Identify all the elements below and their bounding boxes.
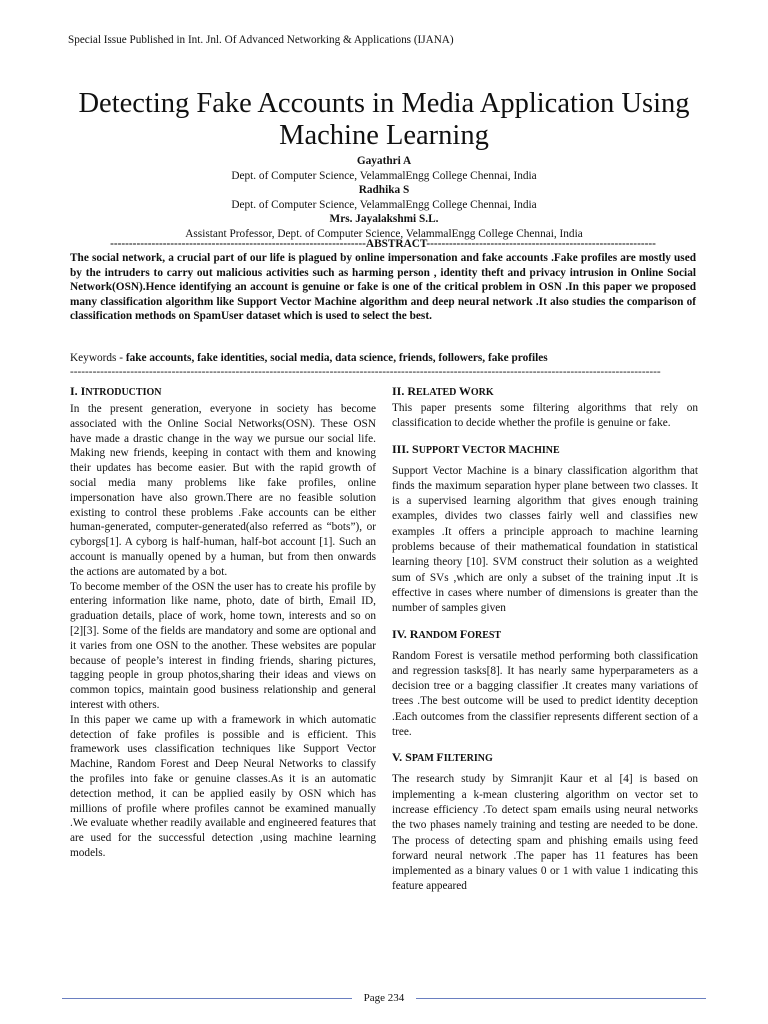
author-affiliation: Dept. of Computer Science, VelammalEngg College Chennai, India [231, 169, 537, 182]
abstract-heading-rule: --------------------------------------------------------------------ABSTRACT------------------------------------------------------------- [110, 238, 656, 250]
svm-paragraph: Support Vector Machine is a binary classification algorithm that finds the maximum separation hyper plane between two classes. It is a supervised learning algorithm that gives enough training examples, divides two classes fairly well and classifies new examples .It offers a principle approach to machine learning problems because of their mathematical foundation in statistical learning theory [10]. SVM construct their solution as a weighted sum of SVs ,which are only a subset of the training input .It is effective in cases where number of dimensions is greater than the number of samples given [392, 464, 698, 615]
author-affiliation: Dept. of Computer Science, VelammalEngg College Chennai, India [231, 198, 537, 211]
left-column [70, 384, 376, 861]
author-affiliation: Assistant Professor, Dept. of Computer Science, VelammalEngg College Chennai, India [185, 227, 583, 240]
random-forest-paragraph: Random Forest is versatile method performing both classification and regression tasks[8]. It has nearly same hyperparameters as a decision tree or a bagging classifier .It creates many variations of trees .The best outcome will be used to predict identity deception .Each outcomes from the classifier represents different section of a tree. [392, 649, 698, 739]
section-heading-introduction: I. INTRODUCTION [70, 384, 162, 398]
section-heading-related-work: II. RELATED WORK [392, 384, 494, 398]
section-separator: ------------------------------------------------------------------------------------------------------------------------------------------------------------- [70, 366, 661, 378]
spam-filtering-paragraph: The research study by Simranjit Kaur et al [4] is based on implementing a k-mean clustering algorithm on vector set to increase efficiency .To detect spam emails using neural networks the two phases namely training and testing are needed to be done. The process of detecting spam and phishing emails using feed forward neural network .The paper has 11 features has been implemented as a binary values 0 or 1 with value 1 indicating this feature appeared [392, 773, 698, 893]
abstract-text: The social network, a crucial part of our life is plagued by online impersonation and fake accounts .Fake profiles are mostly used by the intruders to carry out malicious activities such as harming person , identity theft and privacy intrusion in Online Social Network(OSN).Hence identifying an account is genuine or fake is one of the critical problem in OSN .In this paper we proposed many classification algorithm like Support Vector Machine algorithm and deep neural network .It also studies the comparison of classification methods on SpamUser dataset which is used to select the best. [70, 252, 696, 323]
paper-title: Detecting Fake Accounts in Media Application Using Machine Learning [78, 88, 690, 151]
author-name: Radhika S [358, 184, 410, 197]
author-name: Mrs. Jayalakshmi S.L. [329, 213, 439, 226]
section-heading-svm: III. SUPPORT VECTOR MACHINE [392, 441, 560, 456]
author-block [40, 154, 728, 242]
footer-rule-left [62, 998, 352, 999]
page-footer [62, 992, 706, 1006]
intro-paragraph: To become member of the OSN the user has to create his profile by entering information like name, photo, date of birth, Email ID, graduation details, place of work, home town, interests and so on [2][3]. Some of the fields are mandatory and some are optional and it varies from one OSN to the another. These websites are popular because of people’s interest in finding friends, sharing pictures, tagging people in group photos,sharing their ideas and views on common topics, maintain good business relationship and general interest with others. [70, 580, 376, 711]
intro-paragraph: In this paper we came up with a framework in which automatic detection of fake profiles is possible and is efficient. This framework uses classification techniques like Support Vector Machine, Random Forest and Deep Neural Networks to classify the profiles into fake or genuine classes.As it is an automatic detection method, it can be applied easily by OSN which has millions of profile where profiles cannot be examined manually .We evaluate whether readily available and engineered features that are used for the successful detection ,using machine learning models. [70, 713, 376, 859]
section-heading-spam-filtering: V. SPAM FILTERING [392, 750, 493, 765]
page-number: Page 234 [363, 992, 405, 1004]
right-column [392, 384, 698, 895]
intro-paragraph: In the present generation, everyone in society has become associated with the Online Social Networks(OSN). These OSN have made a drastic change in the way we pursue our social life. Making new friends, keeping in contact with them and knowing their updates has become easier. But with the rapid growth of social media many problems like fake profiles, online impersonation have also grown.There are no feasible solution existing to control these problems .Fake accounts can be either human-generated, computer-generated(also referred as “bots”), or cyborgs[1]. A cyborg is half-human, half-bot account [1]. Such an account is manually opened by a human, but from then onwards the actions are automated by a bot. [70, 403, 376, 578]
keywords-line [70, 352, 696, 364]
footer-rule-right [416, 998, 706, 999]
section-heading-random-forest: IV. RANDOM FOREST [392, 626, 502, 641]
keywords-values: fake accounts, fake identities, social media, data science, friends, followers, fake profiles [125, 352, 548, 364]
keywords-label: Keywords - [70, 352, 126, 364]
author-name: Gayathri A [356, 155, 412, 167]
related-work-paragraph: This paper presents some filtering algorithms that rely on classification to decide whether the profile is genuine or fake. [392, 402, 698, 430]
journal-header: Special Issue Published in Int. Jnl. Of Advanced Networking & Applications (IJANA) [68, 34, 454, 46]
